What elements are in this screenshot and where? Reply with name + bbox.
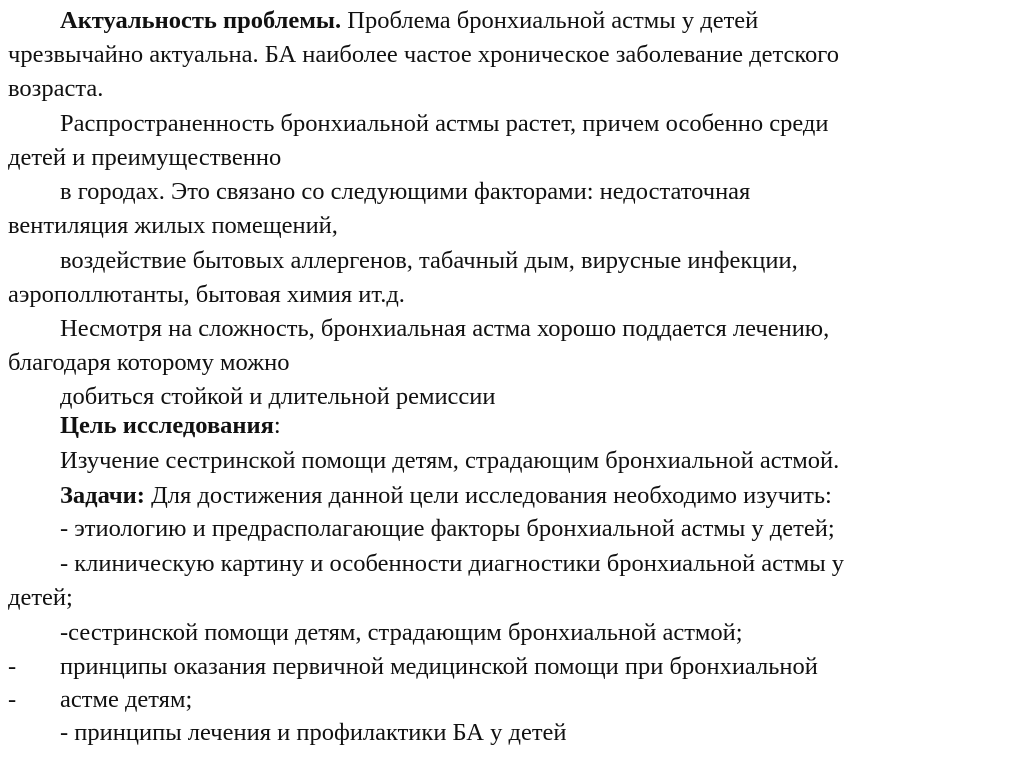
goal-heading-line [60,411,281,441]
task-item-1: - этиологию и предрасполагающие факторы бронхиальной астмы у детей; [60,515,835,542]
task-item-6: - принципы лечения и профилактики БА у детей [60,719,567,746]
tasks-heading-line [60,481,832,511]
factors-line-2: вентиляция жилых помещений, [8,212,338,239]
relevance-line-2: чрезвычайно актуальна. БА наиболее частое хроническое заболевание детского [8,41,839,68]
task-item-5-marker: - [8,686,17,713]
treatment-line-2: благодаря которому можно [8,349,290,376]
task-item-2-line-2: детей; [8,584,73,611]
tasks-intro: Для достижения данной цели исследования необходимо изучить: [144,482,832,509]
factors-line-4: аэрополлютанты, бытовая химия ит.д. [8,281,405,308]
prevalence-line-2: детей и преимущественно [8,144,282,171]
task-item-4-marker: - [8,653,17,680]
treatment-line-1: Несмотря на сложность, бронхиальная астма хорошо поддается лечению, [60,315,830,342]
tasks-heading: Задачи: [60,482,145,509]
factors-line-3: воздействие бытовых аллергенов, табачный дым, вирусные инфекции, [60,247,798,274]
relevance-text: Проблема бронхиальной астмы у детей [341,7,759,34]
goal-text: Изучение сестринской помощи детям, страдающим бронхиальной астмой. [60,447,840,474]
task-item-4-line-1: принципы оказания первичной медицинской помощи при бронхиальной [60,653,818,680]
remission-line: добиться стойкой и длительной ремиссии [60,383,496,410]
relevance-heading: Актуальность проблемы. [60,7,342,34]
relevance-line-3: возраста. [8,75,104,102]
prevalence-line-1: Распространенность бронхиальной астмы растет, причем особенно среди [60,110,829,137]
relevance-line-1 [60,6,758,36]
factors-line-1: в городах. Это связано со следующими факторами: недостаточная [60,178,751,205]
task-item-3: -сестринской помощи детям, страдающим бронхиальной астмой; [60,619,743,646]
goal-heading: Цель исследования [60,412,274,439]
task-item-2-line-1: - клиническую картину и особенности диагностики бронхиальной астмы у [60,550,845,577]
task-item-4-line-2: астме детям; [60,686,193,713]
goal-heading-colon: : [273,412,281,439]
